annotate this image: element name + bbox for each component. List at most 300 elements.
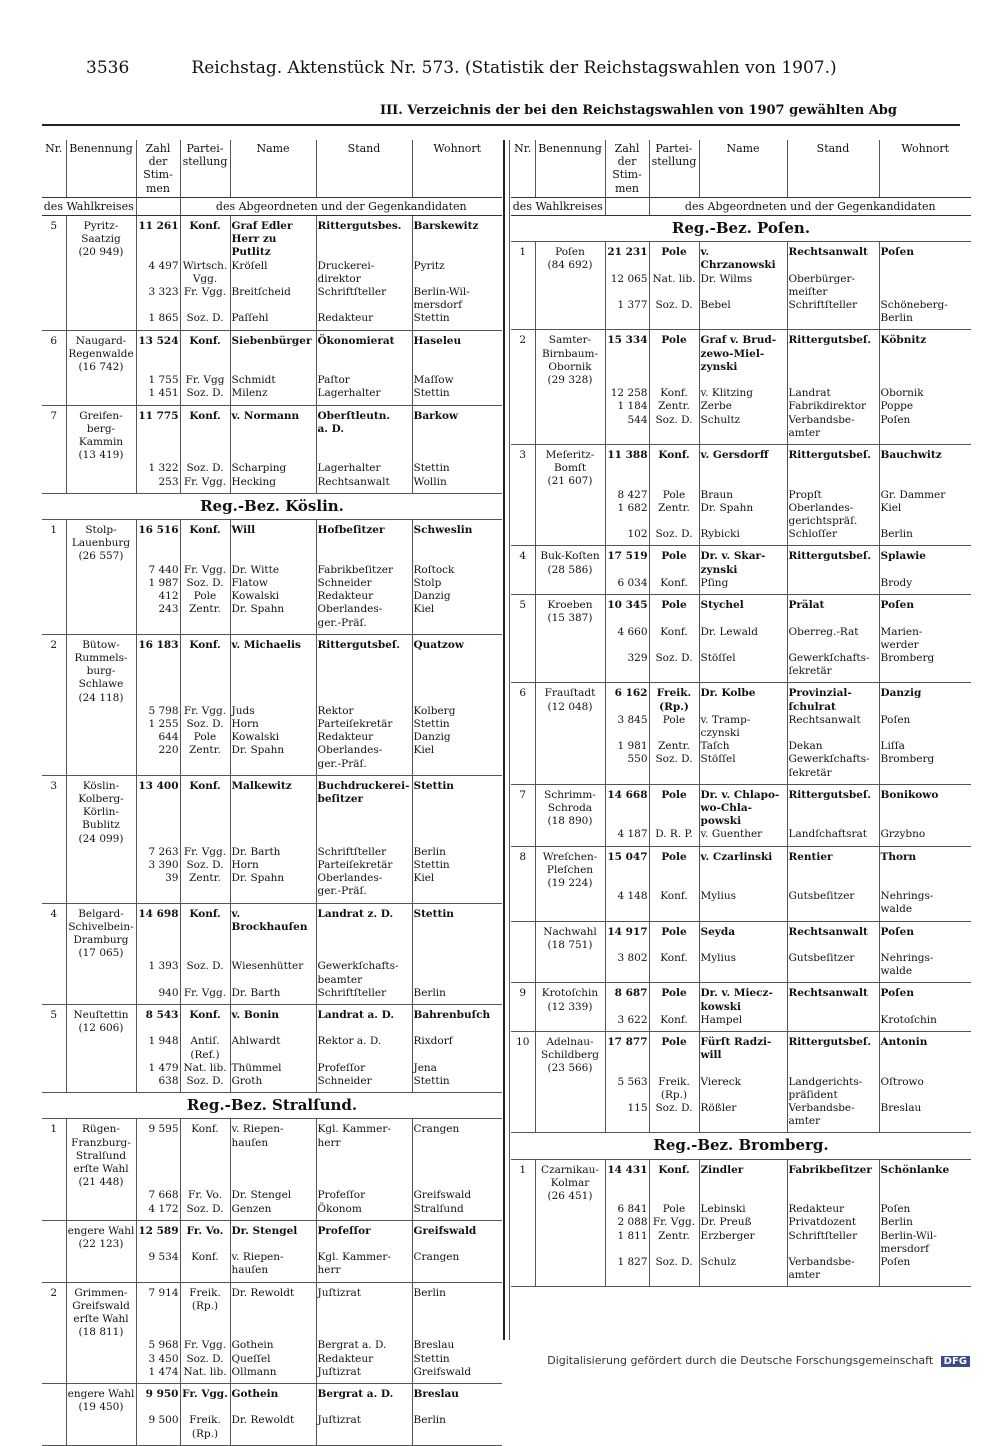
vote-count: 21 231 [605,242,649,273]
vote-count: 7 668 [136,1189,180,1202]
district-name: Wreſchen- Pleſchen (19 224) [535,846,605,890]
residence [412,960,502,986]
residence: Berlin [413,845,446,858]
district-name [66,286,136,312]
vote-count: 12 065 [605,273,649,299]
vote-count: 3 802 [605,952,649,983]
residence: Stettin [413,779,454,792]
vote-count: 15 334 [605,330,649,387]
party: Soz. D. [180,960,230,986]
district-number: 10 [511,1031,535,1075]
residence: Poſen [880,987,914,1000]
party: Konf. [180,1004,230,1035]
election-table [42,140,502,1446]
district-number [42,872,66,903]
header-des-wahlkreises: des Wahlkreises [511,197,605,215]
table-row [42,462,502,475]
table-row [511,846,971,890]
table-row [42,705,502,718]
district-number [42,564,66,577]
district-number: 1 [511,242,535,273]
occupation: Oberlandes- ger.-Präſ. [316,603,412,634]
district-name: Rügen- Franzburg- Stralſund erſte Wahl (21 448) [66,1119,136,1190]
vote-count: 1 451 [136,387,180,405]
candidate-name: Horn [230,718,316,731]
residence: Danzig [413,731,451,744]
occupation: Oberſtleutn. a. D. [316,405,412,462]
district-name [66,1062,136,1075]
vote-count: 12 589 [136,1220,180,1251]
dfg-logo: DFG [941,1356,970,1367]
district-number [42,1384,66,1415]
table-row [42,387,502,405]
residence: Berlin [879,528,971,546]
occupation: Ökonomierat [316,330,412,374]
district-name [66,987,136,1005]
candidate-name: v. Riepen- hauſen [230,1251,316,1282]
district-name [535,1076,605,1102]
table-row [511,273,971,299]
occupation: Rittergutsbeſ. [787,546,879,577]
occupation: Redakteur [316,312,412,330]
district-number [511,1256,535,1287]
residence: Nehrings- walde [879,952,971,983]
party: Pole [649,489,699,502]
occupation: Rittergutsbeſ. [787,330,879,387]
district-number: 5 [511,595,535,626]
district-number [42,846,66,859]
candidate-name: Stöſſel [699,753,787,784]
occupation: Rittergutsbeſ. [787,445,879,489]
footer [547,1354,970,1367]
occupation: Oberlandes- ger.-Präſ. [316,744,412,775]
vote-count: 9 595 [136,1119,180,1190]
vote-count: 14 668 [605,784,649,828]
party: Pole [649,242,699,273]
table-row [511,1014,971,1032]
table-row [42,1119,502,1190]
party: Freik. (Rp.) [649,683,699,714]
residence: Poſen [880,925,914,938]
district-name [535,577,605,595]
district-number: 5 [42,1004,66,1035]
header-nr: Nr. [511,140,535,197]
residence: Barkow [413,409,459,422]
candidate-name: Paſſehl [230,312,316,330]
district-name: Grimmen- Greifswald erſte Wahl (18 811) [66,1282,136,1339]
district-name: Belgard- Schivelbein- Dramburg (17 065) [66,903,136,960]
district-number [42,577,66,590]
header-partei: Partei-stellung [180,140,230,197]
occupation: Gutsbeſitzer [787,952,879,983]
occupation: Verbandsbe- amter [787,1256,879,1287]
vote-count: 1 377 [605,299,649,330]
district-number [42,1339,66,1352]
residence: Kiel [412,744,502,775]
district-name [66,462,136,475]
residence: Berlin [412,1414,502,1445]
party: Soz. D. [180,859,230,872]
residence: Stettin [413,858,450,871]
district-name [535,890,605,921]
occupation: Redakteur [787,1203,879,1216]
district-name [66,260,136,286]
column-divider-inner [509,140,510,1340]
occupation: Hofbeſitzer [316,520,412,564]
district-number [511,753,535,784]
occupation: Schriftſteller [316,286,412,312]
candidate-name: Dr. Spahn [230,744,316,775]
table-row [42,731,502,744]
occupation: Rittergutsbeſ. [787,784,879,828]
candidate-name: Dr. Barth [230,846,316,859]
district-number: 1 [511,1159,535,1203]
residence: Stolp [413,576,442,589]
district-name: Adelnau- Schildberg (23 566) [535,1031,605,1075]
party: Pole [180,590,230,603]
party: Pole [649,921,699,952]
district-name [66,859,136,872]
residence: Poppe [880,400,914,413]
party: Konf. [649,626,699,652]
table-row [42,603,502,634]
residence: Greifswald [412,1366,502,1384]
vote-count: 11 775 [136,405,180,462]
residence: Crangen [412,1251,502,1282]
vote-count: 115 [605,1102,649,1133]
vote-count: 1 393 [136,960,180,986]
table-row [42,216,502,260]
district-number [511,489,535,502]
table-row [42,634,502,705]
district-number: 9 [511,983,535,1014]
party: Pole [649,714,699,740]
district-name [66,577,136,590]
candidate-name: Lebinski [699,1203,787,1216]
occupation: Redakteur [316,1353,412,1366]
right-column [511,140,971,1287]
party: Soz. D. [180,718,230,731]
party: Konf. [649,445,699,489]
header-wohnort: Wohnort [412,140,502,197]
vote-count: 7 440 [136,564,180,577]
table-row [511,387,971,400]
vote-count: 1 474 [136,1366,180,1384]
district-number [42,1251,66,1282]
vote-count: 102 [605,528,649,546]
district-number [42,590,66,603]
district-name [66,1251,136,1282]
party: Pole [180,731,230,744]
occupation: Provinzial- ſchulrat [787,683,879,714]
residence: Nehrings- walde [879,890,971,921]
candidate-name: Dr. Stengel [230,1189,316,1202]
candidate-name: Stöſſel [699,652,787,683]
candidate-name: Zerbe [699,400,787,413]
candidate-name: Rybicki [699,528,787,546]
party: Konf. [649,952,699,983]
party: Fr. Vo. [180,1220,230,1251]
table-row [42,1339,502,1352]
district-name [535,528,605,546]
residence: Berlin [413,1286,446,1299]
district-name [535,714,605,740]
district-number [511,1076,535,1102]
district-number [42,1220,66,1251]
district-number [42,744,66,775]
party: Soz. D. [180,387,230,405]
party: Konf. [180,405,230,462]
table-row [42,1220,502,1251]
district-name: Neuſtettin (12 606) [66,1004,136,1035]
party: Pole [649,1031,699,1075]
candidate-name: Gothein [230,1384,316,1415]
candidate-name: v. Normann [230,405,316,462]
residence: Jena [413,1061,437,1074]
district-number [42,1366,66,1384]
residence: Kolberg [413,704,456,717]
table-row [511,1031,971,1075]
candidate-name: Ahlwardt [230,1035,316,1061]
party: Fr. Vgg. [180,987,230,1005]
vote-count: 11 388 [605,445,649,489]
district-name: Krotoſchin (12 339) [535,983,605,1014]
party: Konf. [180,634,230,705]
occupation: Gewerkſchafts- ſekretär [787,753,879,784]
occupation: Profeſſor [316,1189,412,1202]
residence: Danzig [413,590,451,603]
district-number [511,577,535,595]
party: Konf. [649,577,699,595]
party: Fr. Vgg. [180,1384,230,1415]
table-row [511,577,971,595]
table-row [511,1076,971,1102]
residence: Bauchwitz [880,449,942,462]
district-name: Schrimm- Schroda (18 890) [535,784,605,828]
district-number [511,1014,535,1032]
occupation: Juſtizrat [316,1282,412,1339]
residence: Stettin [412,1075,502,1093]
occupation: Rechtsanwalt [787,983,879,1014]
vote-count: 5 563 [605,1076,649,1102]
district-name [535,1256,605,1287]
district-name [66,718,136,731]
residence: Haseleu [413,334,462,347]
party: Soz. D. [180,312,230,330]
candidate-name: Stychel [699,595,787,626]
district-name [535,400,605,413]
residence: Berlin [412,987,502,1005]
residence: Bonikowo [880,788,939,801]
district-name [66,1203,136,1221]
district-name [535,952,605,983]
vote-count: 1 987 [136,577,180,590]
candidate-name: Genzen [230,1203,316,1221]
vote-count: 1 184 [605,400,649,413]
district-number [42,718,66,731]
residence: Breslau [413,1388,459,1401]
district-number [511,952,535,983]
header-zahl-blank [136,197,180,215]
vote-count: 3 622 [605,1014,649,1032]
district-name [535,502,605,528]
vote-count: 17 877 [605,1031,649,1075]
district-number [42,387,66,405]
table-row [42,960,502,986]
district-number [42,1353,66,1366]
candidate-name: v. Gersdorff [699,445,787,489]
occupation: Rittergutsbes. [316,216,412,260]
party: Fr. Vo. [180,1189,230,1202]
occupation: Fabrikbeſitzer [787,1159,879,1203]
district-number [511,414,535,445]
header-des-wahlkreises: des Wahlkreises [42,197,136,215]
table-row [511,445,971,489]
party: Zentr. [649,1230,699,1256]
vote-count: 4 148 [605,890,649,921]
occupation: Fabrikdirektor [787,400,879,413]
table-row [511,502,971,528]
party: Konf. [649,1159,699,1203]
party: Pole [649,784,699,828]
residence: Schweslin [413,524,473,537]
candidate-name: Erzberger [699,1230,787,1256]
candidate-name: Mylius [699,890,787,921]
party: Zentr. [180,603,230,634]
district-number: 2 [42,1282,66,1339]
table-row [42,1282,502,1339]
residence: Brody [879,577,971,595]
party: Soz. D. [649,414,699,445]
district-number [511,626,535,652]
occupation: Druckerei- direktor [316,260,412,286]
left-column [42,140,502,1446]
district-number: 3 [511,445,535,489]
vote-count: 1 948 [136,1035,180,1061]
candidate-name: Milenz [230,387,316,405]
candidate-name: Viereck [699,1076,787,1102]
residence: Obornik [880,387,924,400]
residence: Berlin-Wil- mersdorf [880,1229,937,1255]
table-row [42,286,502,312]
district-number [511,502,535,528]
district-number [42,260,66,286]
candidate-name: Hecking [230,476,316,494]
district-name [535,652,605,683]
district-name: engere Wahl (19 450) [66,1384,136,1415]
table-row [42,405,502,462]
occupation: Lagerhalter [316,387,412,405]
table-row [511,1230,971,1256]
party: Freik. (Rp.) [180,1282,230,1339]
occupation: Prälat [787,595,879,626]
occupation: Rechtsanwalt [787,242,879,273]
vote-count: 13 400 [136,775,180,846]
district-name: Pyritz- Saatzig (20 949) [66,216,136,260]
vote-count: 16 183 [136,634,180,705]
occupation: Rechtsanwalt [787,921,879,952]
region-heading: Reg.-Bez. Köslin. [42,493,502,519]
vote-count: 1 479 [136,1062,180,1075]
party: Freik. (Rp.) [649,1076,699,1102]
occupation: Redakteur [316,590,412,603]
table-row [511,952,971,983]
header-des-abgeordneten: des Abgeordneten und der Gegenkandidaten [180,197,502,215]
occupation: Rektor [316,705,412,718]
region-heading: Reg.-Bez. Bromberg. [511,1133,971,1159]
table-row [511,242,971,273]
district-name [535,273,605,299]
page-title: Reichstag. Aktenstück Nr. 573. (Statistik der Reichstagswahlen von 1907.) [191,58,837,78]
vote-count: 13 524 [136,330,180,374]
district-number [42,476,66,494]
candidate-name: Thümmel [230,1062,316,1075]
vote-count: 1 322 [136,462,180,475]
vote-count: 3 390 [136,859,180,872]
table-row [42,476,502,494]
party: Konf. [180,1251,230,1282]
party: Fr. Vgg. [180,846,230,859]
candidate-name: v. Klitzing [699,387,787,400]
occupation: Gewerkſchafts- ſekretär [787,652,879,683]
section-subtitle: III. Verzeichnis der bei den Reichstagswahlen von 1907 gewählten Abg [380,103,897,118]
residence: Kiel [412,872,502,903]
table-row [511,299,971,330]
residence: Pyritz [413,259,445,272]
vote-count: 1 255 [136,718,180,731]
candidate-name: Dr. Stengel [230,1220,316,1251]
residence: Liſſa [880,740,905,753]
table-row [511,753,971,784]
party: Pole [649,546,699,577]
residence: Bromberg [879,652,971,683]
occupation: Paſtor [316,374,412,387]
district-number [511,921,535,952]
residence: Thorn [880,850,917,863]
table-row [511,1159,971,1203]
party: Konf. [180,903,230,960]
district-number [42,1062,66,1075]
district-name [535,1014,605,1032]
candidate-name: Schultz [699,414,787,445]
district-number: 5 [42,216,66,260]
party: Fr. Vgg. [180,705,230,718]
party: Antiſ. (Ref.) [180,1035,230,1061]
candidate-name: Dr. Preuß [699,1216,787,1229]
residence: Berlin-Wil- mersdorf [413,286,470,312]
vote-count: 5 968 [136,1339,180,1352]
header-partei: Partei-stellung [649,140,699,197]
occupation: Landgerichts- präſident [787,1076,879,1102]
district-name: Buk-Koſten (28 586) [535,546,605,577]
residence: Breslau [413,1339,455,1352]
residence: Barskewitz [413,220,479,233]
district-number [42,1203,66,1221]
district-name [535,1203,605,1216]
table-row [42,846,502,859]
district-number [511,652,535,683]
party: Soz. D. [649,1102,699,1133]
table-row [511,714,971,740]
party: Soz. D. [180,1075,230,1093]
party: Nat. lib. [649,273,699,299]
party: Zentr. [180,744,230,775]
occupation: Rektor a. D. [316,1035,412,1061]
table-row [511,546,971,577]
table-row [42,374,502,387]
district-number [42,1189,66,1202]
candidate-name: Dr. Wilms [699,273,787,299]
